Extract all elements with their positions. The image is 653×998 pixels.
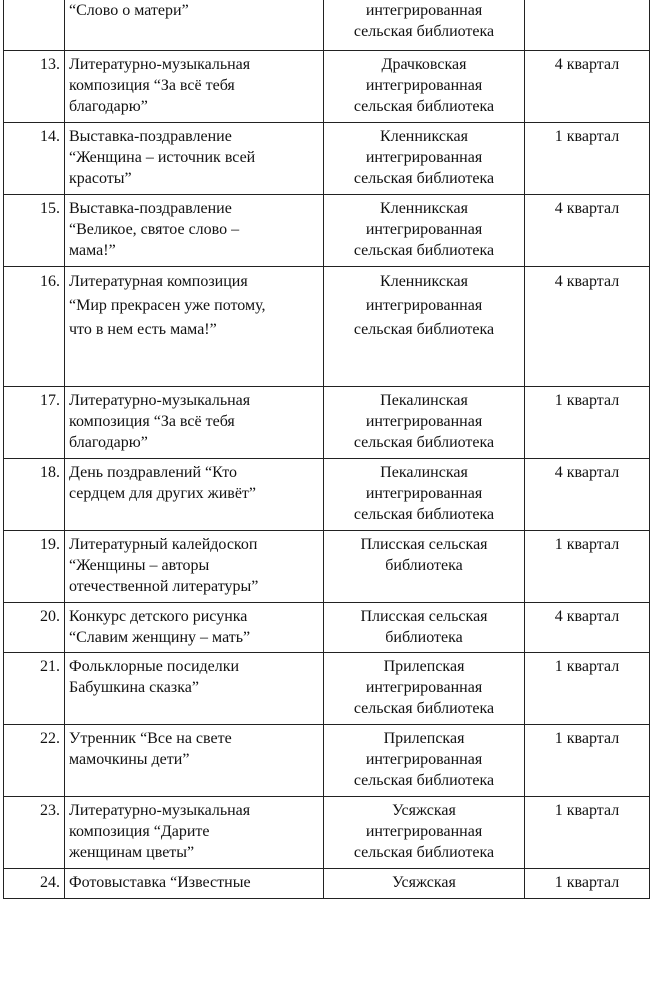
event-period: 1 квартал [525, 653, 650, 725]
event-title [65, 267, 324, 387]
row-number: 22. [4, 725, 65, 797]
event-title-line: “Женщина – источник всей [69, 149, 256, 166]
event-title [65, 0, 324, 51]
event-title-line: Фольклорные посиделки [69, 658, 240, 675]
event-location-line: Кленникская [380, 200, 468, 217]
event-location-line: интегрированная [365, 679, 483, 696]
event-title [65, 387, 324, 459]
event-title [65, 797, 324, 869]
event-title-line: Выставка-поздравление [69, 200, 232, 217]
event-title-line: композиция “Дарите [69, 823, 210, 840]
event-title-line: композиция “За всё тебя [69, 413, 235, 430]
event-location [324, 387, 525, 459]
event-period: 1 квартал [525, 123, 650, 195]
row-number: 21. [4, 653, 65, 725]
event-location-line: интегрированная [365, 297, 483, 314]
event-location-line: сельская библиотека [353, 506, 495, 523]
table-row [4, 0, 650, 51]
row-number [4, 0, 65, 51]
event-location-line: библиотека [385, 629, 463, 646]
table-row [4, 51, 650, 123]
event-period: 4 квартал [525, 51, 650, 123]
event-period: 4 квартал [525, 195, 650, 267]
events-table [3, 0, 650, 899]
event-location-line: интегрированная [365, 77, 483, 94]
event-period: 1 квартал [525, 797, 650, 869]
event-title-line: День поздравлений “Кто [69, 464, 237, 481]
event-title [65, 195, 324, 267]
event-location-line: интегрированная [365, 751, 483, 768]
table-row [4, 869, 650, 899]
event-location-line: сельская библиотека [353, 700, 495, 717]
row-number: 13. [4, 51, 65, 123]
event-title-line: Литературно-музыкальная [69, 802, 251, 819]
event-location [324, 267, 525, 387]
event-location-line: сельская библиотека [353, 23, 495, 40]
events-table-body [4, 0, 650, 899]
event-location [324, 797, 525, 869]
event-title-line: композиция “За всё тебя [69, 77, 235, 94]
event-location-line: сельская библиотека [353, 844, 495, 861]
table-row [4, 725, 650, 797]
event-title-line: Литературный калейдоскоп [69, 536, 258, 553]
event-location [324, 0, 525, 51]
event-title-line: Бабушкина сказка” [69, 679, 199, 696]
event-location-line: Усяжская [392, 802, 456, 819]
event-period: 4 квартал [525, 603, 650, 653]
event-location-line: сельская библиотека [353, 321, 495, 338]
table-row [4, 123, 650, 195]
event-location [324, 51, 525, 123]
event-title-line: красоты” [69, 170, 132, 187]
event-title-line: “Женщины – авторы [69, 557, 210, 574]
event-title-line: сердцем для других живёт” [69, 485, 257, 502]
event-title-line: мамочкины дети” [69, 751, 190, 768]
table-row [4, 603, 650, 653]
event-title-line: “Слово о матери” [69, 2, 189, 19]
event-period: 4 квартал [525, 267, 650, 387]
event-location [324, 531, 525, 603]
event-location-line: сельская библиотека [353, 170, 495, 187]
event-title [65, 123, 324, 195]
event-location-line: Пекалинская [380, 392, 468, 409]
event-location-line: Драчковская [381, 56, 467, 73]
event-title-line: Утренник “Все на свете [69, 730, 232, 747]
event-location [324, 725, 525, 797]
event-title [65, 531, 324, 603]
table-row [4, 797, 650, 869]
row-number: 19. [4, 531, 65, 603]
event-location-line: сельская библиотека [353, 98, 495, 115]
row-number: 24. [4, 869, 65, 899]
event-title [65, 459, 324, 531]
event-period [525, 0, 650, 51]
event-location [324, 653, 525, 725]
event-title-line: благодарю” [69, 98, 148, 115]
event-period: 1 квартал [525, 387, 650, 459]
table-row [4, 653, 650, 725]
event-period: 1 квартал [525, 725, 650, 797]
event-period: 4 квартал [525, 459, 650, 531]
event-location-line: интегрированная [365, 2, 483, 19]
row-number: 16. [4, 267, 65, 387]
event-title-line: “Великое, святое слово – [69, 221, 240, 238]
event-location-line: сельская библиотека [353, 242, 495, 259]
event-location-line: сельская библиотека [353, 434, 495, 451]
event-location-line: Прилепская [383, 658, 465, 675]
event-title-line: что в нем есть мама!” [69, 321, 217, 338]
event-title-line: Литературно-музыкальная [69, 392, 251, 409]
event-location-line: Пекалинская [380, 464, 468, 481]
row-number: 14. [4, 123, 65, 195]
event-location-line: Плисская сельская [360, 536, 488, 553]
row-number: 20. [4, 603, 65, 653]
event-title-line: Конкурс детского рисунка [69, 608, 248, 625]
event-location-line: интегрированная [365, 149, 483, 166]
event-location-line: интегрированная [365, 221, 483, 238]
table-row [4, 459, 650, 531]
event-title-line: благодарю” [69, 434, 148, 451]
event-location [324, 603, 525, 653]
event-title-line: Литературно-музыкальная [69, 56, 251, 73]
event-title-line: Фотовыставка “Известные [69, 874, 251, 891]
event-title [65, 725, 324, 797]
event-period: 1 квартал [525, 531, 650, 603]
event-location-line: Кленникская [380, 273, 468, 290]
event-location [324, 459, 525, 531]
event-title-line: женщинам цветы” [69, 844, 195, 861]
event-title-line: “Славим женщину – мать” [69, 629, 251, 646]
row-number: 23. [4, 797, 65, 869]
event-location [324, 195, 525, 267]
event-location-line: Кленникская [380, 128, 468, 145]
event-location-line: сельская библиотека [353, 772, 495, 789]
row-number: 17. [4, 387, 65, 459]
event-title-line: Литературная композиция [69, 273, 248, 290]
event-title-line: “Мир прекрасен уже потому, [69, 297, 266, 314]
event-location-line: интегрированная [365, 413, 483, 430]
table-row [4, 387, 650, 459]
event-location [324, 123, 525, 195]
event-title [65, 869, 324, 899]
row-number: 18. [4, 459, 65, 531]
table-row [4, 195, 650, 267]
event-title-line: мама!” [69, 242, 116, 259]
event-title-line: отечественной литературы” [69, 578, 259, 595]
event-title [65, 653, 324, 725]
event-title-line: Выставка-поздравление [69, 128, 232, 145]
event-location-line: интегрированная [365, 485, 483, 502]
event-location-line: интегрированная [365, 823, 483, 840]
table-row [4, 267, 650, 387]
table-row [4, 531, 650, 603]
event-location-line: Плисская сельская [360, 608, 488, 625]
event-title [65, 603, 324, 653]
event-location [324, 869, 525, 899]
event-period: 1 квартал [525, 869, 650, 899]
event-location-line: библиотека [385, 557, 463, 574]
event-title [65, 51, 324, 123]
event-location-line: Прилепская [383, 730, 465, 747]
row-number: 15. [4, 195, 65, 267]
event-location-line: Усяжская [392, 874, 456, 891]
